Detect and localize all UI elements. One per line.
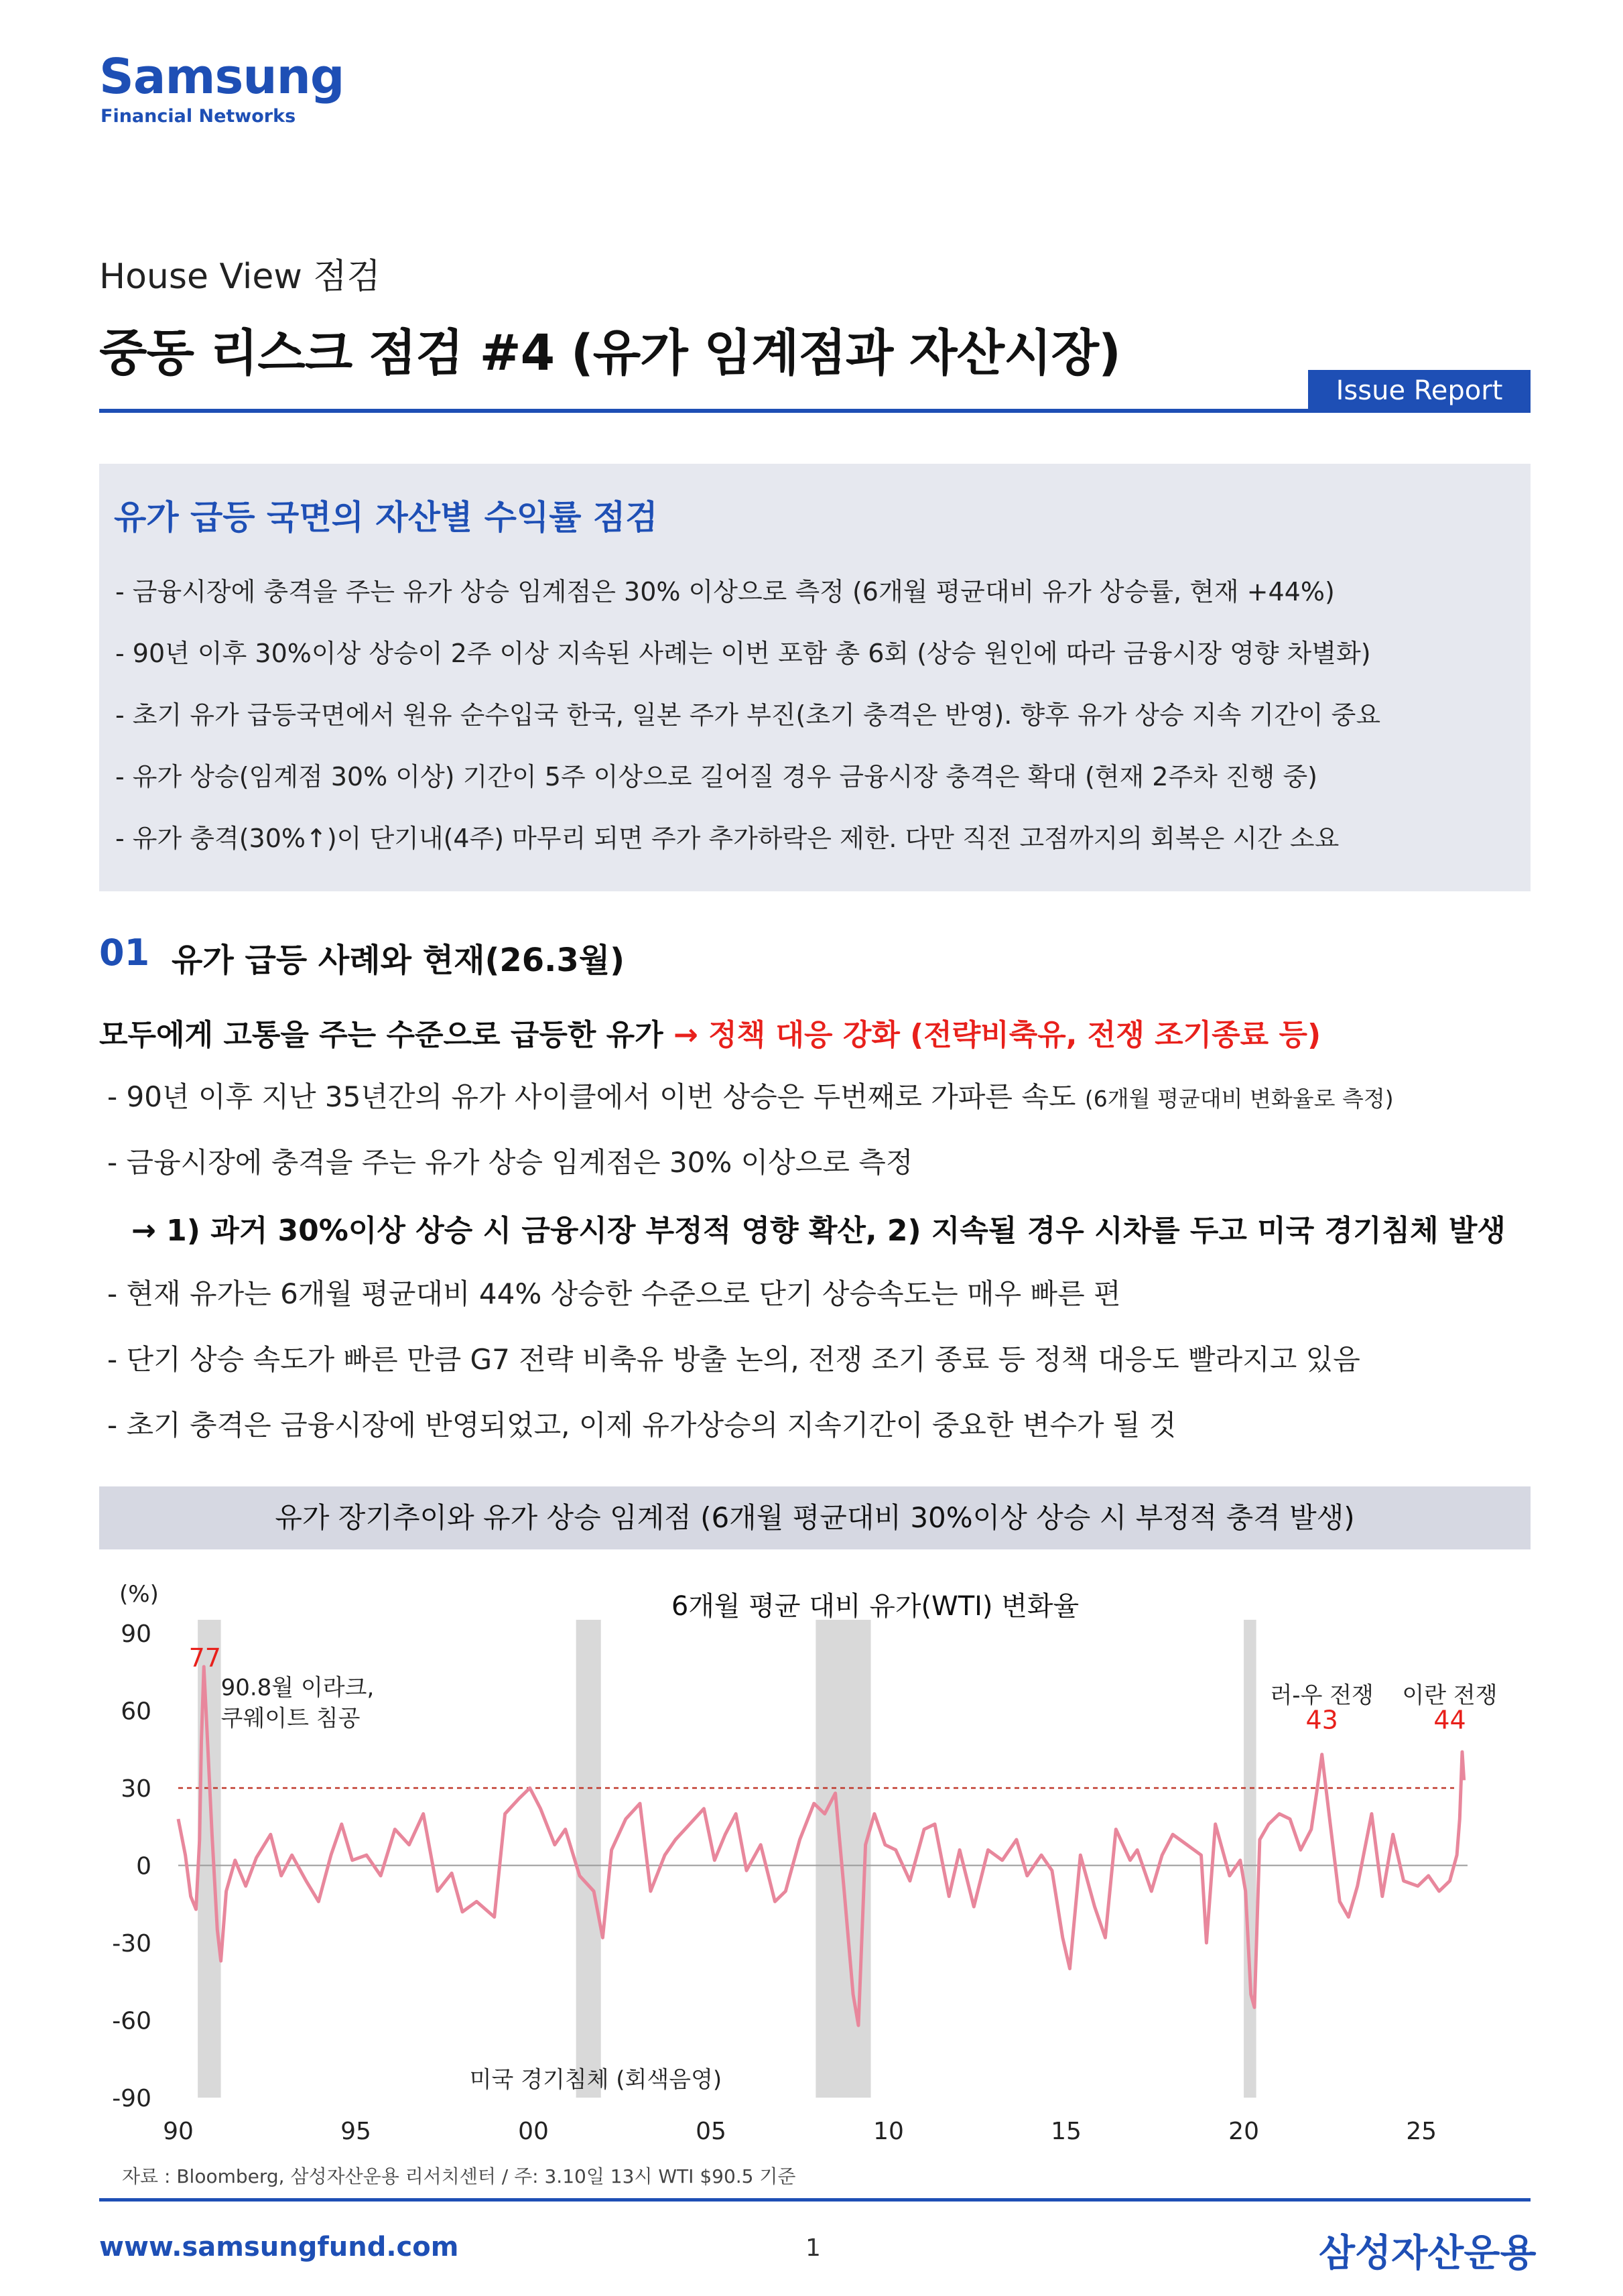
y-tick-label: -30 [112, 1930, 151, 1958]
summary-title: 유가 급등 국면의 자산별 수익률 점검 [114, 498, 658, 537]
chart-annotation: 90.8월 이라크, [220, 1674, 375, 1702]
summary-box [99, 464, 1531, 891]
website-link[interactable]: www.samsungfund.com [99, 2232, 459, 2262]
brand-logo: 삼성자산운용 [1319, 2232, 1537, 2275]
body-bullet [107, 1075, 1394, 1115]
issue-report-badge: Issue Report [1308, 370, 1531, 411]
y-tick-label: 90 [121, 1620, 151, 1648]
chart-annotation: 미국 경기침체 (회색음영) [469, 2066, 722, 2094]
y-tick-label: 0 [136, 1852, 151, 1880]
body-bullet: - 현재 유가는 6개월 평균대비 44% 상승한 수준으로 단기 상승속도는 매우 빠른 편 [107, 1277, 1121, 1310]
oil-chart [99, 1561, 1533, 2165]
section-number: 01 [99, 932, 150, 974]
recession-band [198, 1620, 220, 2098]
summary-item: - 90년 이후 30%이상 상승이 2주 이상 지속된 사례는 이번 포함 총 6회 (상승 원인에 따라 금융시장 영향 차별화) [115, 639, 1371, 668]
summary-item: - 유가 상승(임계점 30% 이상) 기간이 5주 이상으로 길어질 경우 금융시장 충격은 확대 (현재 2주차 진행 중) [115, 762, 1318, 791]
x-tick-label: 25 [1406, 2118, 1437, 2145]
x-tick-label: 10 [873, 2118, 904, 2145]
footer-divider [99, 2198, 1531, 2202]
summary-item: - 금융시장에 충격을 주는 유가 상승 임계점은 30% 이상으로 측정 (6개월 평균대비 유가 상승률, 현재 +44%) [115, 577, 1335, 607]
chart-data-label: 44 [1433, 1705, 1466, 1735]
chart-annotation: 이란 전쟁 [1402, 1681, 1498, 1709]
y-tick-label: 30 [121, 1775, 151, 1803]
y-axis-unit: (%) [119, 1581, 159, 1608]
source-note: 자료 : Bloomberg, 삼성자산운용 리서치센터 / 주: 3.10일 13시 WTI $90.5 기준 [122, 2165, 796, 2187]
body-arrow-bullet: → 1) 과거 30%이상 상승 시 금융시장 부정적 영향 확산, 2) 지속될 경우 시차를 두고 미국 경기침체 발생 [131, 1214, 1506, 1248]
section-lead [99, 1011, 1321, 1054]
chart-data-label: 77 [188, 1643, 221, 1673]
y-tick-label: -90 [112, 2085, 151, 2112]
x-tick-label: 00 [518, 2118, 549, 2145]
recession-band [816, 1620, 870, 2098]
series-label: House View 점검 [99, 257, 381, 297]
x-tick-label: 95 [340, 2118, 371, 2145]
chart-annotation: 쿠웨이트 침공 [220, 1705, 361, 1732]
section-title: 유가 급등 사례와 현재(26.3월) [172, 942, 625, 979]
page-number: 1 [805, 2234, 821, 2262]
bullet-text: - 90년 이후 지난 35년간의 유가 사이클에서 이번 상승은 두번째로 가파른 속도 [107, 1080, 1085, 1113]
oil-chart-svg [99, 1561, 1533, 2165]
body-bullet: - 단기 상승 속도가 빠른 만큼 G7 전략 비축유 방출 논의, 전쟁 조기 종료 등 정책 대응도 빨라지고 있음 [107, 1343, 1360, 1376]
y-tick-label: 60 [121, 1698, 151, 1726]
chart-title: 6개월 평균 대비 유가(WTI) 변화율 [671, 1591, 1080, 1622]
lead-highlight: → 정책 대응 강화 (전략비축유, 전쟁 조기종료 등) [673, 1018, 1321, 1052]
page-title: 중동 리스크 점검 #4 (유가 임계점과 자산시장) [99, 324, 1120, 382]
samsung-logo: Samsung [99, 48, 344, 105]
recession-band [1244, 1620, 1256, 2098]
samsung-logo-subtitle: Financial Networks [101, 106, 296, 127]
lead-text: 모두에게 고통을 주는 수준으로 급등한 유가 [99, 1018, 673, 1052]
summary-item: - 초기 유가 급등국면에서 원유 순수입국 한국, 일본 주가 부진(초기 충격은 반영). 향후 유가 상승 지속 기간이 중요 [115, 700, 1381, 730]
chart-data-label: 43 [1305, 1705, 1338, 1735]
x-tick-label: 90 [163, 2118, 194, 2145]
recession-band [576, 1620, 601, 2098]
body-bullet: - 초기 충격은 금융시장에 반영되었고, 이제 유가상승의 지속기간이 중요한 변수가 될 것 [107, 1409, 1177, 1442]
body-bullet: - 금융시장에 충격을 주는 유가 상승 임계점은 30% 이상으로 측정 [107, 1146, 913, 1179]
summary-item: - 유가 충격(30%↑)이 단기내(4주) 마무리 되면 주가 추가하락은 제한. 다만 직전 고점까지의 회복은 시간 소요 [115, 824, 1340, 853]
chart-caption-band: 유가 장기추이와 유가 상승 임계점 (6개월 평균대비 30%이상 상승 시 부정적 충격 발생) [99, 1486, 1531, 1549]
y-tick-label: -60 [112, 2007, 151, 2035]
x-tick-label: 05 [696, 2118, 726, 2145]
x-tick-label: 20 [1228, 2118, 1259, 2145]
chart-annotation: 러-우 전쟁 [1270, 1681, 1374, 1709]
header-divider [99, 409, 1531, 413]
bullet-note: (6개월 평균대비 변화율로 측정) [1084, 1086, 1394, 1112]
x-tick-label: 15 [1051, 2118, 1082, 2145]
